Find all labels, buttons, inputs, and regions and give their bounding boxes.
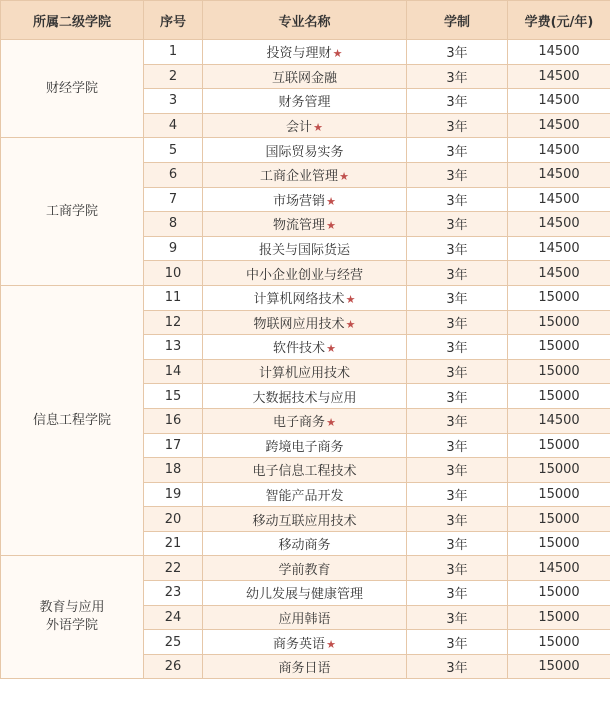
header-duration: 学制 [407, 1, 508, 40]
no-cell-text: 26 [164, 659, 182, 675]
major-cell [203, 654, 407, 679]
fee-cell [508, 556, 610, 581]
duration-cell [407, 89, 508, 114]
fee-cell-text: 15000 [538, 364, 580, 380]
no-cell-text: 8 [168, 216, 178, 232]
major-cell [203, 89, 407, 114]
major-cell [203, 236, 407, 261]
major-cell-text: 电子信息工程技术 [252, 464, 357, 480]
duration-cell-text: 3年 [446, 415, 468, 431]
duration-cell-text: 3年 [446, 218, 468, 234]
no-cell [144, 89, 203, 114]
major-cell [203, 408, 407, 433]
fee-cell [508, 285, 610, 310]
duration-cell [407, 433, 508, 458]
fee-cell-text: 14500 [538, 191, 580, 207]
fee-cell [508, 531, 610, 556]
no-cell-text: 24 [164, 609, 182, 625]
fee-cell-text: 15000 [538, 437, 580, 453]
major-cell-text: 应用韩语 [278, 611, 331, 627]
star-icon: ★ [326, 637, 336, 651]
major-cell [203, 40, 407, 65]
no-cell [144, 261, 203, 286]
major-cell-text: 移动互联应用技术 [252, 513, 357, 529]
duration-cell [407, 408, 508, 433]
fee-cell-text: 14500 [538, 142, 580, 158]
header-fee: 学费(元/年) [508, 1, 610, 40]
major-cell-text: 计算机网络技术 [253, 292, 345, 308]
fee-cell-text: 14500 [538, 216, 580, 232]
major-cell-text: 幼儿发展与健康管理 [245, 587, 363, 603]
major-cell [203, 458, 407, 483]
no-cell-text: 14 [164, 364, 182, 380]
fee-cell [508, 605, 610, 630]
college-cell [1, 40, 144, 138]
no-cell-text: 16 [164, 413, 182, 429]
duration-cell [407, 285, 508, 310]
college-cell [1, 285, 144, 556]
major-cell-text: 学前教育 [278, 562, 331, 578]
duration-cell-text: 3年 [446, 661, 468, 677]
duration-cell-text: 3年 [446, 341, 468, 357]
star-icon: ★ [332, 47, 343, 61]
star-icon: ★ [345, 317, 356, 331]
fee-cell [508, 433, 610, 458]
no-cell [144, 64, 203, 89]
duration-cell [407, 64, 508, 89]
fee-cell [508, 458, 610, 483]
major-cell-text: 会计 [286, 120, 313, 136]
fee-cell [508, 162, 610, 187]
duration-cell [407, 310, 508, 335]
star-icon: ★ [326, 194, 336, 208]
no-cell-text: 3 [168, 93, 178, 109]
duration-cell-text: 3年 [446, 390, 468, 406]
duration-cell [407, 605, 508, 630]
no-cell [144, 408, 203, 433]
major-cell-text: 移动商务 [278, 538, 331, 554]
header-row [1, 1, 610, 40]
duration-cell-text: 3年 [446, 243, 468, 259]
no-cell-text: 5 [168, 142, 178, 158]
fee-cell [508, 40, 610, 65]
no-cell [144, 236, 203, 261]
no-cell [144, 285, 203, 310]
major-cell-text: 商务日语 [278, 661, 331, 677]
major-cell-text: 商务英语 [273, 636, 326, 652]
fee-cell [508, 187, 610, 212]
duration-cell-text: 3年 [446, 366, 468, 382]
no-cell [144, 40, 203, 65]
duration-cell [407, 556, 508, 581]
college-cell [1, 556, 144, 679]
fee-cell [508, 212, 610, 237]
star-icon: ★ [345, 293, 356, 307]
duration-cell-text: 3年 [446, 46, 468, 62]
duration-cell-text: 3年 [446, 488, 468, 504]
no-cell-text: 12 [164, 314, 182, 330]
fee-cell-text: 14500 [538, 167, 580, 183]
fee-cell [508, 310, 610, 335]
fee-cell [508, 236, 610, 261]
duration-cell [407, 40, 508, 65]
major-cell [203, 384, 407, 409]
no-cell-text: 19 [164, 486, 182, 502]
fee-cell [508, 630, 610, 655]
no-cell [144, 187, 203, 212]
duration-cell-text: 3年 [446, 316, 468, 332]
fee-cell-text: 15000 [538, 462, 580, 478]
no-cell-text: 17 [164, 437, 182, 453]
table-row [1, 285, 610, 310]
fee-cell-text: 15000 [538, 339, 580, 355]
duration-cell-text: 3年 [446, 169, 468, 185]
header-no: 序号 [144, 1, 203, 40]
no-cell-text: 11 [164, 290, 182, 306]
no-cell [144, 162, 203, 187]
college-name: 信息工程学院 [32, 412, 111, 428]
no-cell [144, 581, 203, 606]
major-cell [203, 605, 407, 630]
major-cell-text: 工商企业管理 [260, 169, 339, 185]
fee-cell-text: 15000 [538, 609, 580, 625]
major-cell [203, 113, 407, 138]
major-cell-text: 计算机应用技术 [258, 366, 350, 382]
major-cell-text: 大数据技术与应用 [252, 390, 357, 406]
duration-cell-text: 3年 [446, 611, 468, 627]
duration-cell [407, 531, 508, 556]
major-cell [203, 630, 407, 655]
fee-cell [508, 384, 610, 409]
college-cell [1, 138, 144, 286]
fee-cell-text: 15000 [538, 290, 580, 306]
fee-cell [508, 359, 610, 384]
major-cell [203, 531, 407, 556]
fee-cell [508, 113, 610, 138]
major-cell [203, 482, 407, 507]
college-name: 教育与应用 外语学院 [39, 600, 105, 634]
star-icon: ★ [339, 170, 349, 184]
fee-cell [508, 64, 610, 89]
duration-cell [407, 113, 508, 138]
no-cell-text: 18 [164, 462, 182, 478]
no-cell [144, 384, 203, 409]
duration-cell-text: 3年 [446, 193, 468, 209]
fee-cell-text: 14500 [538, 560, 580, 576]
fee-cell-text: 15000 [538, 314, 580, 330]
fee-cell-text: 15000 [538, 585, 580, 601]
no-cell [144, 335, 203, 360]
duration-cell [407, 581, 508, 606]
no-cell [144, 531, 203, 556]
fee-cell [508, 335, 610, 360]
no-cell-text: 7 [168, 191, 178, 207]
no-cell [144, 458, 203, 483]
fee-cell-text: 14500 [538, 68, 580, 84]
fee-cell-text: 14500 [538, 241, 580, 257]
duration-cell-text: 3年 [446, 538, 468, 554]
table-row [1, 556, 610, 581]
duration-cell-text: 3年 [446, 144, 468, 160]
no-cell [144, 310, 203, 335]
fee-cell-text: 14500 [538, 265, 580, 281]
fee-cell-text: 15000 [538, 536, 580, 552]
no-cell-text: 10 [164, 265, 182, 281]
duration-cell [407, 654, 508, 679]
major-cell [203, 138, 407, 163]
duration-cell-text: 3年 [446, 95, 468, 111]
duration-cell [407, 335, 508, 360]
duration-cell [407, 236, 508, 261]
duration-cell [407, 162, 508, 187]
major-cell-text: 国际贸易实务 [265, 144, 344, 160]
no-cell [144, 359, 203, 384]
fee-cell [508, 507, 610, 532]
major-cell-text: 电子商务 [273, 415, 326, 431]
duration-cell-text: 3年 [446, 292, 468, 308]
major-cell [203, 212, 407, 237]
major-cell-text: 市场营销 [273, 193, 326, 209]
major-cell-text: 报关与国际货运 [258, 243, 350, 259]
no-cell [144, 630, 203, 655]
duration-cell-text: 3年 [446, 636, 468, 652]
no-cell-text: 23 [164, 585, 182, 601]
no-cell-text: 20 [164, 511, 182, 527]
no-cell [144, 113, 203, 138]
no-cell [144, 654, 203, 679]
college-name: 财经学院 [45, 80, 98, 96]
major-cell [203, 335, 407, 360]
no-cell-text: 21 [164, 536, 182, 552]
major-cell [203, 187, 407, 212]
fee-cell-text: 15000 [538, 486, 580, 502]
star-icon: ★ [326, 416, 336, 430]
major-cell [203, 162, 407, 187]
no-cell-text: 2 [168, 68, 178, 84]
no-cell-text: 1 [168, 44, 178, 60]
no-cell-text: 4 [168, 118, 178, 134]
fee-cell [508, 138, 610, 163]
major-cell [203, 507, 407, 532]
table-row [1, 138, 610, 163]
duration-cell [407, 630, 508, 655]
fee-cell-text: 14500 [538, 93, 580, 109]
no-cell-text: 15 [164, 388, 182, 404]
major-cell-text: 财务管理 [278, 95, 331, 111]
duration-cell [407, 359, 508, 384]
no-cell [144, 433, 203, 458]
fee-cell-text: 14500 [538, 44, 580, 60]
duration-cell [407, 507, 508, 532]
fee-cell-text: 15000 [538, 634, 580, 650]
duration-cell [407, 187, 508, 212]
college-name: 工商学院 [45, 203, 98, 219]
major-cell [203, 433, 407, 458]
duration-cell-text: 3年 [446, 267, 468, 283]
star-icon: ★ [326, 342, 336, 356]
fee-cell [508, 482, 610, 507]
duration-cell-text: 3年 [446, 513, 468, 529]
star-icon: ★ [313, 121, 323, 135]
major-cell-text: 跨境电子商务 [265, 439, 344, 455]
star-icon: ★ [326, 219, 336, 233]
table-body [1, 40, 610, 679]
no-cell [144, 507, 203, 532]
no-cell [144, 556, 203, 581]
header-college: 所属二级学院 [1, 1, 144, 40]
major-cell [203, 285, 407, 310]
no-cell-text: 25 [164, 634, 182, 650]
no-cell [144, 138, 203, 163]
duration-cell [407, 482, 508, 507]
duration-cell [407, 384, 508, 409]
no-cell-text: 22 [164, 560, 182, 576]
fee-cell-text: 15000 [538, 388, 580, 404]
major-cell-text: 智能产品开发 [265, 488, 344, 504]
duration-cell [407, 138, 508, 163]
no-cell [144, 482, 203, 507]
fee-cell [508, 89, 610, 114]
duration-cell [407, 261, 508, 286]
fee-cell-text: 15000 [538, 659, 580, 675]
major-cell-text: 物联网应用技术 [253, 316, 345, 332]
major-cell [203, 556, 407, 581]
no-cell [144, 212, 203, 237]
fee-cell [508, 581, 610, 606]
major-cell [203, 310, 407, 335]
major-cell-text: 投资与理财 [266, 46, 332, 62]
duration-cell-text: 3年 [446, 120, 468, 136]
duration-cell-text: 3年 [446, 70, 468, 86]
major-cell-text: 互联网金融 [271, 70, 337, 86]
duration-cell-text: 3年 [446, 439, 468, 455]
duration-cell-text: 3年 [446, 562, 468, 578]
major-cell [203, 359, 407, 384]
table-row [1, 40, 610, 65]
fee-cell [508, 654, 610, 679]
fee-cell-text: 14500 [538, 118, 580, 134]
major-cell [203, 64, 407, 89]
fee-cell-text: 15000 [538, 511, 580, 527]
major-cell-text: 物流管理 [273, 218, 326, 234]
major-cell [203, 261, 407, 286]
duration-cell [407, 212, 508, 237]
duration-cell-text: 3年 [446, 587, 468, 603]
no-cell-text: 9 [168, 241, 178, 257]
header-major: 专业名称 [203, 1, 407, 40]
major-cell-text: 软件技术 [273, 341, 326, 357]
no-cell [144, 605, 203, 630]
fee-cell-text: 14500 [538, 413, 580, 429]
duration-cell [407, 458, 508, 483]
fee-cell [508, 408, 610, 433]
fee-cell [508, 261, 610, 286]
no-cell-text: 13 [164, 339, 182, 355]
no-cell-text: 6 [168, 167, 178, 183]
major-cell [203, 581, 407, 606]
duration-cell-text: 3年 [446, 464, 468, 480]
major-cell-text: 中小企业创业与经营 [245, 267, 363, 283]
